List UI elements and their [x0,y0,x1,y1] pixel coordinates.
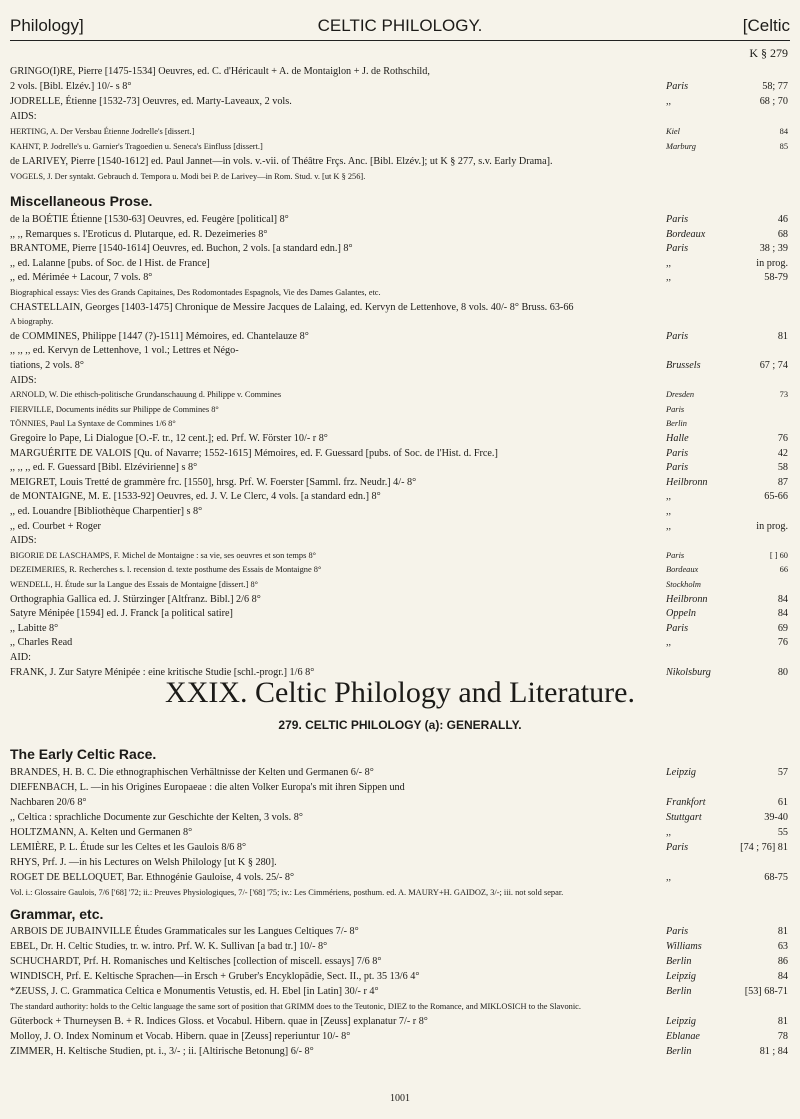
chapter-subtitle: 279. CELTIC PHILOLOGY (a): GENERALLY. [278,718,522,732]
entry-place: Paris [666,214,689,225]
entry-place: ,, [666,637,672,649]
entry-text: The standard authority: holds to the Celtic language the same sort of position that GRIMM does to the Teutonic, DIEZ to the Romance, and MIKLOSICH to the Slavonic. [10,1002,581,1011]
entry-place: Frankfort [666,797,706,808]
entry-line [10,343,792,358]
entry-line [10,402,792,417]
entry-line [10,780,792,795]
entry-text: HERTING, A. Der Versbau Étienne Jodrelle's [dissert.] [10,127,195,136]
entry-year: 84 [779,127,788,136]
entry-text: 2 vols. [Bibl. Elzév.] 10/- s 8° [10,81,132,92]
entry-line [10,94,792,109]
entry-text: ARNOLD, W. Die ethisch-politische Grundanschauung d. Philippe v. Commines [10,390,282,400]
entry-place: ,, [666,872,672,883]
entry-line [10,1044,792,1059]
entry-text: GRINGO(I)RE, Pierre [1475-1534] Oeuvres, ed. C. d'Héricault + A. de Montaiglon + J. de Rothschild, [10,66,430,77]
entry-year: 84 [777,971,788,982]
entry-line [10,212,792,227]
entry-text: RHYS, Prf. J. —in his Lectures on Welsh Philology [ut K § 280]. [10,857,277,868]
entry-place: Paris [666,842,689,853]
entry-line [10,562,792,577]
entry-text: BRANTOME, Pierre [1540-1614] Oeuvres, ed. Buchon, 2 vols. [a standard edn.] 8° [10,243,353,255]
entry-year: 81 [777,330,788,342]
entry-text: ,, ed. Courbet + Roger [10,520,101,532]
entry-text: SCHUCHARDT, Prf. H. Romanisches und Keltisches [collection of miscell. essays] 7/6 8° [10,956,382,967]
entry-place: ,, [666,827,672,838]
entry-year: 57 [777,767,788,778]
entry-text: DEZEIMERIES, R. Recherches s. l. recension d. texte posthume des Essais de Montaigne 8° [10,565,322,575]
entry-text: ,, ,, ,, ed. F. Guessard [Bibl. Elzévirienne] s 8° [10,462,198,474]
entry-text: ROGET DE BELLOQUET, Bar. Ethnogénie Gauloise, 4 vols. 25/- 8° [10,872,295,883]
header-left: Philology] [10,16,84,35]
entry-place: Berlin [666,956,692,967]
entry-place: Stockholm [666,580,701,589]
entry-line [10,79,792,94]
chapter-title: XXIX. Celtic Philology and Literature. [165,676,635,709]
entry-year: 65-66 [764,491,788,503]
entry-text: ZIMMER, H. Keltische Studien, pt. i., 3/- ; ii. [Altirische Betonung] 6/- 8° [10,1046,314,1057]
entry-text: de LARIVEY, Pierre [1540-1612] ed. Paul Jannet—in vols. v.-vii. of Théâtre Frçs. Anc. [Bibl. Elzév.]; ut K § 277, s.v. Early Drama]. [10,156,553,167]
entry-year: 68-75 [764,872,788,883]
header-right: [Celtic [742,16,790,35]
entry-year: in prog. [756,257,788,269]
entry-line [10,606,792,621]
entry-line [10,765,792,780]
entry-line [10,840,792,855]
entry-place: Bordeaux [666,565,699,575]
entry-text: Vol. i.: Glossaire Gaulois, 7/6 ['68] '72; ii.: Preuves Physiologiques, 7/- ['68] '75; iv.: Les Cimmériens, posthum. ed. A. MAURY+H. GAIDOZ, 3/-; iii. not sold separ. [10,888,564,897]
misc-prose-heading: Miscellaneous Prose. [10,193,153,209]
entry-line [10,885,792,900]
entry-place: Eblanae [666,1031,700,1042]
entry-year: 55 [777,827,788,838]
entry-line [10,870,792,885]
entry-line [10,855,792,870]
entry-line [10,431,792,446]
entry-text: VOGELS, J. Der syntakt. Gebrauch d. Tempora u. Modi bei P. de Larivey—in Rom. Stud. v. [ut K § 256]. [10,172,366,181]
entry-text: ,, Charles Read [10,637,73,649]
entry-line [10,519,792,534]
entry-line [10,270,792,285]
entry-text: A biography. [10,317,54,327]
entry-place: Berlin [666,419,687,429]
entry-place: Leipzig [666,971,697,982]
entry-place: Paris [666,550,685,560]
entry-place: Paris [666,926,689,937]
entry-line [10,169,792,184]
entry-text: KAHNT, P. Jodrelle's u. Garnier's Tragoedien u. Seneca's Einfluss [dissert.] [10,142,263,151]
entry-year: 66 [779,565,788,575]
section-ref: K § 279 [749,46,788,60]
entry-text: FRANK, J. Zur Satyre Ménipée : eine kritische Studie [schl.-progr.] 1/6 8° [10,666,315,678]
entry-line [10,999,792,1014]
entry-place: ,, [666,96,672,107]
entry-place: Berlin [666,986,692,997]
entry-place: Dresden [666,390,695,400]
entry-text: AIDS: [10,535,37,547]
entry-year: 42 [777,447,788,459]
entry-line [10,387,792,402]
entry-text: ARBOIS DE JUBAINVILLE Études Grammaticales sur les Langues Celtiques 7/- 8° [10,926,359,937]
entry-line [10,984,792,999]
entry-place: ,, [666,520,672,532]
running-header [0,16,800,36]
entry-year: 78 [777,1031,788,1042]
entry-line [10,139,792,154]
entry-text: AIDS: [10,111,37,122]
entry-year: 84 [777,608,788,620]
entry-text: HOLTZMANN, A. Kelten und Germanen 8° [10,827,193,838]
entry-year: 58 [777,462,788,474]
entry-text: BIGORIE DE LASCHAMPS, F. Michel de Montaigne : sa vie, ses oeuvres et son temps 8° [10,550,317,560]
entry-year: 73 [779,390,788,400]
entry-year: in prog. [756,520,788,532]
entry-text: LEMIÈRE, P. L. Étude sur les Celtes et les Gaulois 8/6 8° [10,842,247,853]
entry-place: Kiel [666,127,680,136]
entry-text: ,, ed. Mérimée + Lacour, 7 vols. 8° [10,272,153,284]
entry-year: 39-40 [764,812,788,823]
entry-place: Paris [666,462,689,474]
entry-text: FIERVILLE, Documents inédits sur Philippe de Commines 8° [10,404,219,414]
entry-line [10,533,792,548]
entry-line [10,1029,792,1044]
entry-line [10,621,792,636]
entry-text: CHASTELLAIN, Georges [1403-1475] Chronique de Messire Jacques de Lalaing, ed. Kervyn de Lettenhove, 8 vols. 40/- 8° Bruss. 63-66 [10,301,574,313]
entry-text: ,, ed. Louandre [Bibliothèque Charpentier] s 8° [10,506,203,517]
entry-text: ,, Labitte 8° [10,622,59,634]
entry-year: 76 [777,433,788,444]
entry-text: ,, ed. Lalanne [pubs. of Soc. de l Hist. de France] [10,257,210,269]
entry-line [10,416,792,431]
section-ref-line [10,46,792,61]
entry-line [10,64,792,79]
entry-line [10,154,792,169]
entry-text: tiations, 2 vols. 8° [10,360,84,371]
entry-line [10,635,792,650]
entry-line [10,548,792,563]
entry-text: de MONTAIGNE, M. E. [1533-92] Oeuvres, ed. J. V. Le Clerc, 4 vols. [a standard edn.] 8° [10,491,381,503]
entry-text: WINDISCH, Prf. E. Keltische Sprachen—in Ersch + Gruber's Encyklopädie, Sect. II., pt. 35 13/6 4° [10,971,420,982]
entry-line [10,825,792,840]
entry-place: Bordeaux [666,228,706,240]
entry-text: MARGUÉRITE DE VALOIS [Qu. of Navarre; 1552-1615] Mémoires, ed. F. Guessard [pubs. of Soc. de l'Hist. d. Frce.] [10,447,498,459]
header-rule [10,40,790,41]
entry-line [10,300,792,315]
entry-line [10,577,792,592]
entry-text: Satyre Ménipée [1594] ed. J. Franck [a political satire] [10,608,233,620]
entry-year: 80 [777,666,788,678]
entry-year: [53] 68-71 [744,986,788,997]
entry-year: 68 [777,228,788,240]
entry-text: DIEFENBACH, L. —in his Origines Europaeae : die alten Volker Europa's mit ihren Sippen und [10,782,405,793]
entry-line [10,969,792,984]
entry-text: EBEL, Dr. H. Celtic Studies, tr. w. intro. Prf. W. K. Sullivan [a bad tr.] 10/- 8° [10,941,328,952]
entry-year: 85 [779,142,788,151]
entry-line [10,124,792,139]
entry-place: ,, [666,506,672,517]
early-race-heading: The Early Celtic Race. [10,746,157,762]
entry-line [10,358,792,373]
page-number: 1001 [390,1093,410,1104]
entry-year: [74 ; 76] 81 [740,842,788,853]
entry-line [10,227,792,242]
entry-place: ,, [666,491,672,503]
entry-place: Heilbronn [666,593,708,605]
entry-line [10,795,792,810]
entry-place: Paris [666,622,689,634]
entry-text: ,, ,, ,, ed. Kervyn de Lettenhove, 1 vol.; Lettres et Négo- [10,345,239,357]
entry-year: 58; 77 [762,81,788,92]
entry-year: 63 [777,941,788,952]
entry-line [10,475,792,490]
entry-place: Leipzig [666,767,697,778]
entry-line [10,446,792,461]
entry-line [10,810,792,825]
entry-line [10,592,792,607]
entry-line [10,489,792,504]
entry-year: 67 ; 74 [759,360,788,371]
entry-place: Brussels [666,360,701,371]
entry-year: 87 [777,476,788,488]
entry-text: AID: [10,652,31,663]
entry-text: MEIGRET, Louis Tretté de grammère frc. [1550], hrsg. Prf. W. Foerster [Samml. frz. Neudr.] 4/- 8° [10,476,417,488]
entry-place: ,, [666,272,672,284]
entry-year: 68 ; 70 [759,96,788,107]
entry-place: Stuttgart [666,812,702,823]
entry-text: BRANDES, H. B. C. Die ethnographischen Verhältnisse der Kelten und Germanen 6/- 8° [10,767,374,778]
entry-line [10,939,792,954]
entry-year: 38 ; 39 [759,243,788,255]
entry-year: 76 [777,637,788,649]
entry-text: de la BOÉTIE Étienne [1530-63] Oeuvres, ed. Feugère [political] 8° [10,214,289,225]
entry-year: 81 [777,926,788,937]
entry-line [10,373,792,388]
header-center: CELTIC PHILOLOGY. [317,16,483,35]
entry-line [10,329,792,344]
entry-text: TÖNNIES, Paul La Syntaxe de Commines 1/6 8° [10,419,176,429]
entry-line [10,314,792,329]
entry-year: 86 [777,956,788,967]
entry-line [10,650,792,665]
entry-place: Paris [666,404,685,414]
entry-text: WENDELL, H. Étude sur la Langue des Essais de Montaigne [dissert.] 8° [10,580,259,589]
entry-text: Güterbock + Thurneysen B. + R. Indices Gloss. et Vocabul. Hibern. quae in [Zeuss] explanatur 7/- r 8° [10,1016,428,1027]
grammar-heading: Grammar, etc. [10,906,104,922]
entry-place: Nikolsburg [666,666,711,678]
entry-text: de COMMINES, Philippe [1447 (?)-1511] Mémoires, ed. Chantelauze 8° [10,330,309,342]
entry-text: Orthographia Gallica ed. J. Stürzinger [Altfranz. Bibl.] 2/6 8° [10,593,261,605]
entry-place: Oppeln [666,608,696,620]
entry-place: Williams [666,941,702,952]
entry-place: Marburg [666,142,696,151]
entry-text: JODRELLE, Étienne [1532-73] Oeuvres, ed. Marty-Laveaux, 2 vols. [10,96,292,107]
entry-text: Molloy, J. O. Index Nominum et Vocab. Hibern. quae in [Zeuss] reperiuntur 10/- 8° [10,1031,351,1042]
entry-text: Biographical essays: Vies des Grands Capitaines, Des Rodomontades Espagnols, Vie des Dames Galantes, etc. [10,288,381,297]
entry-text: ,, ,, Remarques s. l'Eroticus d. Plutarque, ed. R. Dezeimeries 8° [10,228,268,240]
entry-line [10,256,792,271]
entry-place: Heilbronn [666,476,708,488]
entry-year: 46 [777,214,788,225]
entry-place: ,, [666,257,672,269]
entry-line [10,954,792,969]
entry-year: 84 [777,593,788,605]
entry-line [10,460,792,475]
entry-text: Nachbaren 20/6 8° [10,797,87,808]
entry-place: Paris [666,81,689,92]
entry-line [10,924,792,939]
entry-year: 58-79 [764,272,788,284]
entry-place: Leipzig [666,1016,697,1027]
entry-text: Gregoire lo Pape, Li Dialogue [O.-F. tr., 12 cent.]; ed. Prf. W. Förster 10/- r 8° [10,433,328,444]
entry-text: ,, Celtica : sprachliche Documente zur Geschichte der Kelten, 3 vols. 8° [10,812,303,823]
entry-line [10,241,792,256]
entry-place: Berlin [666,1046,692,1057]
entry-text: *ZEUSS, J. C. Grammatica Celtica e Monumentis Vetustis, ed. H. Ebel [in Latin] 30/- r 4° [10,986,379,997]
entry-year: 61 [777,797,788,808]
entry-place: Paris [666,243,689,255]
entry-year: 69 [777,622,788,634]
entry-line [10,504,792,519]
entry-line [10,109,792,124]
entry-year: 81 [777,1016,788,1027]
entry-place: Paris [666,330,689,342]
entry-text: AIDS: [10,374,37,386]
entry-year: 81 ; 84 [759,1046,788,1057]
entry-line [10,285,792,300]
entry-place: Paris [666,447,689,459]
entry-place: Halle [666,433,689,444]
entry-year: [ ] 60 [769,550,788,560]
entry-line [10,1014,792,1029]
